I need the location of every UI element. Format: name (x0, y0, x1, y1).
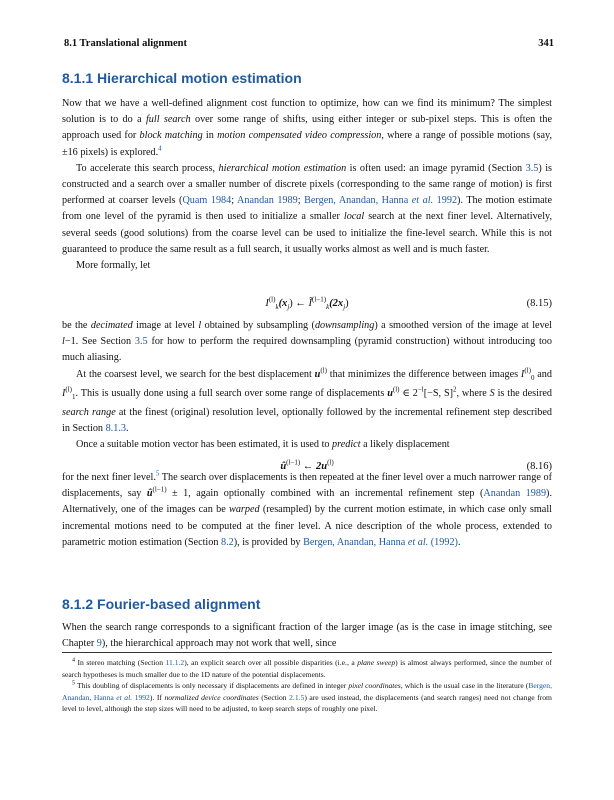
section-link-11-1-2[interactable]: 11.1.2 (165, 658, 185, 667)
section-link-2-1-5[interactable]: 2.1.5 (289, 692, 305, 702)
page-number: 341 (538, 38, 554, 49)
section-link-3-5-b[interactable]: 3.5 (134, 336, 148, 348)
section-title-hierarchical-motion: 8.1.1 Hierarchical motion estimation (62, 70, 302, 86)
paragraph-more-formally: More formally, let (76, 260, 151, 272)
paragraph-full-search: Now that we have a well-defined alignment cost function to optimize, how can we find its minimum? The simplest solution is to do a full search over some range of shifts, using either integer or sub-pixel steps. This is often the approach used for block matching in motion compensated video compression, where a range of possible motions (say, ±16 pixels) is explored.$^4$ (62, 98, 552, 158)
citation-bergen-1992[interactable]: Bergen, Anandan, Hanna et al. 1992 (304, 195, 458, 207)
equation-8-15 (62, 295, 552, 314)
paragraph-finer-level: for the next finer level.$^5$ The search over displacements is then repeated at the finer level over a much narrower range of displacements, say $û^{(l-1)} \pm 1$, again optionally combined with an incremental refinement step (Anandan 1989). Alternatively, one of the images can be warped (resampled) by the current motion estimate, in which case only small incremental motions need to be computed at the finer level. A nice description of the whole process, extended to parametric motion estimation (Section 8.2), is provided by Bergen, Anandan, Hanna et al. (1992). (62, 469, 552, 548)
citation-bergen-1992-c[interactable]: Bergen, Anandan, Hanna et al. 1992 (62, 681, 553, 702)
section-title-fourier-alignment: 8.1.2 Fourier-based alignment (62, 596, 261, 612)
footnote-4: $^4$ In stereo matching (Section 11.1.2), an explicit search over all possible disparities (i.e., a plane sweep) is almost always performed, since the number of search hypotheses is much smaller due to the 1D nature of the potential displacements. (62, 657, 552, 679)
paragraph-hierarchical: To accelerate this search process, hierarchical motion estimation is often used: an image pyramid (Section 3.5) is constructed and a search over a smaller number of discrete pixels (corresponding to the same range of motion) is first performed at coarser levels (Quam 1984; Anandan 1989; Bergen, Anandan, Hanna et al. 1992). The motion estimate from one level of the pyramid is then used to initialize a smaller local search at the next finer level. Alternatively, several seeds (good solutions) from the coarse level can be used to initialize the fine-level search. While this is not guaranteed to produce the same result as a full search, it usually works almost as well and is much faster. (62, 162, 553, 255)
footnote-rule (62, 652, 552, 653)
text-block-intro (62, 96, 552, 274)
paragraph-coarsest-level: At the coarsest level, we search for the best displacement $u^{(l)}$ that minimizes the difference between images $I^{(l)}_0$ and $I^{(l)}_1$. This is usually done using a full search over some range of displacements $u^{(l)}$ ∈ $2^{-l}[-S$, S]$^2$, where S is the desired search range at the finest (original) resolution level, optionally followed by the incremental refinement step described in Section 8.1.3. (62, 366, 552, 435)
paragraph-decimated: be the decimated image at level l obtained by subsampling (downsampling) a smoothed version of the image at level l−1. See Section 3.5 for how to perform the required downsampling (pyramid construction) without introducing too much aliasing. (62, 320, 553, 364)
paragraph-search-range: When the search range corresponds to a significant fraction of the larger image (as is the case in image stitching, see Chapter 9), the hierarchical approach may not work that well, since (62, 622, 552, 650)
footnote-ref-4[interactable]: 4 (158, 144, 162, 153)
equation-number-8-15: (8.15) (526, 298, 552, 309)
running-head-title: 8.1 Translational alignment (64, 38, 188, 49)
text-block-finer-level (62, 470, 552, 551)
citation-anandan-1989-b[interactable]: Anandan 1989 (483, 488, 547, 500)
running-head (64, 38, 554, 49)
footnotes (62, 657, 552, 715)
chapter-link-9[interactable]: 9 (96, 638, 102, 650)
text-block-decimated (62, 318, 552, 454)
citation-bergen-1992-b[interactable]: Bergen, Anandan, Hanna et al. (1992) (303, 536, 458, 548)
footnote-ref-5[interactable]: 5 (155, 469, 160, 478)
citation-quam-1984[interactable]: Quam 1984 (182, 195, 232, 207)
equation-8-15-body: $I^{(l)}_k(x_j)$ ← $Ĩ^{(l-1)}_k(2x_j)$ (265, 295, 349, 312)
section-link-8-1-3[interactable]: 8.1.3 (105, 423, 126, 435)
citation-anandan-1989[interactable]: Anandan 1989 (237, 195, 298, 207)
section-link-3-5[interactable]: 3.5 (525, 162, 539, 174)
equation-number-8-16: (8.16) (526, 461, 552, 472)
footnote-5: $^5$ This doubling of displacements is only necessary if displacements are defined in integer pixel coordinates, which is the usual case in the literature (Bergen, Anandan, Hanna et al. 1992). If normalized device coordinates (Section 2.1.5) are used instead, the displacements (and search ranges) need not change from level to level, although the step sizes will need to be adjusted, to keep search steps of roughly one pixel. (62, 680, 553, 714)
paragraph-predict: Once a suitable motion vector has been estimated, it is used to predict a likely displacement (76, 439, 450, 451)
section-link-8-2[interactable]: 8.2 (221, 536, 234, 548)
text-block-fourier (62, 620, 552, 652)
equation-8-16-body: $û^{(l-1)}$ ← $2u^{(l)}$ (280, 458, 334, 472)
